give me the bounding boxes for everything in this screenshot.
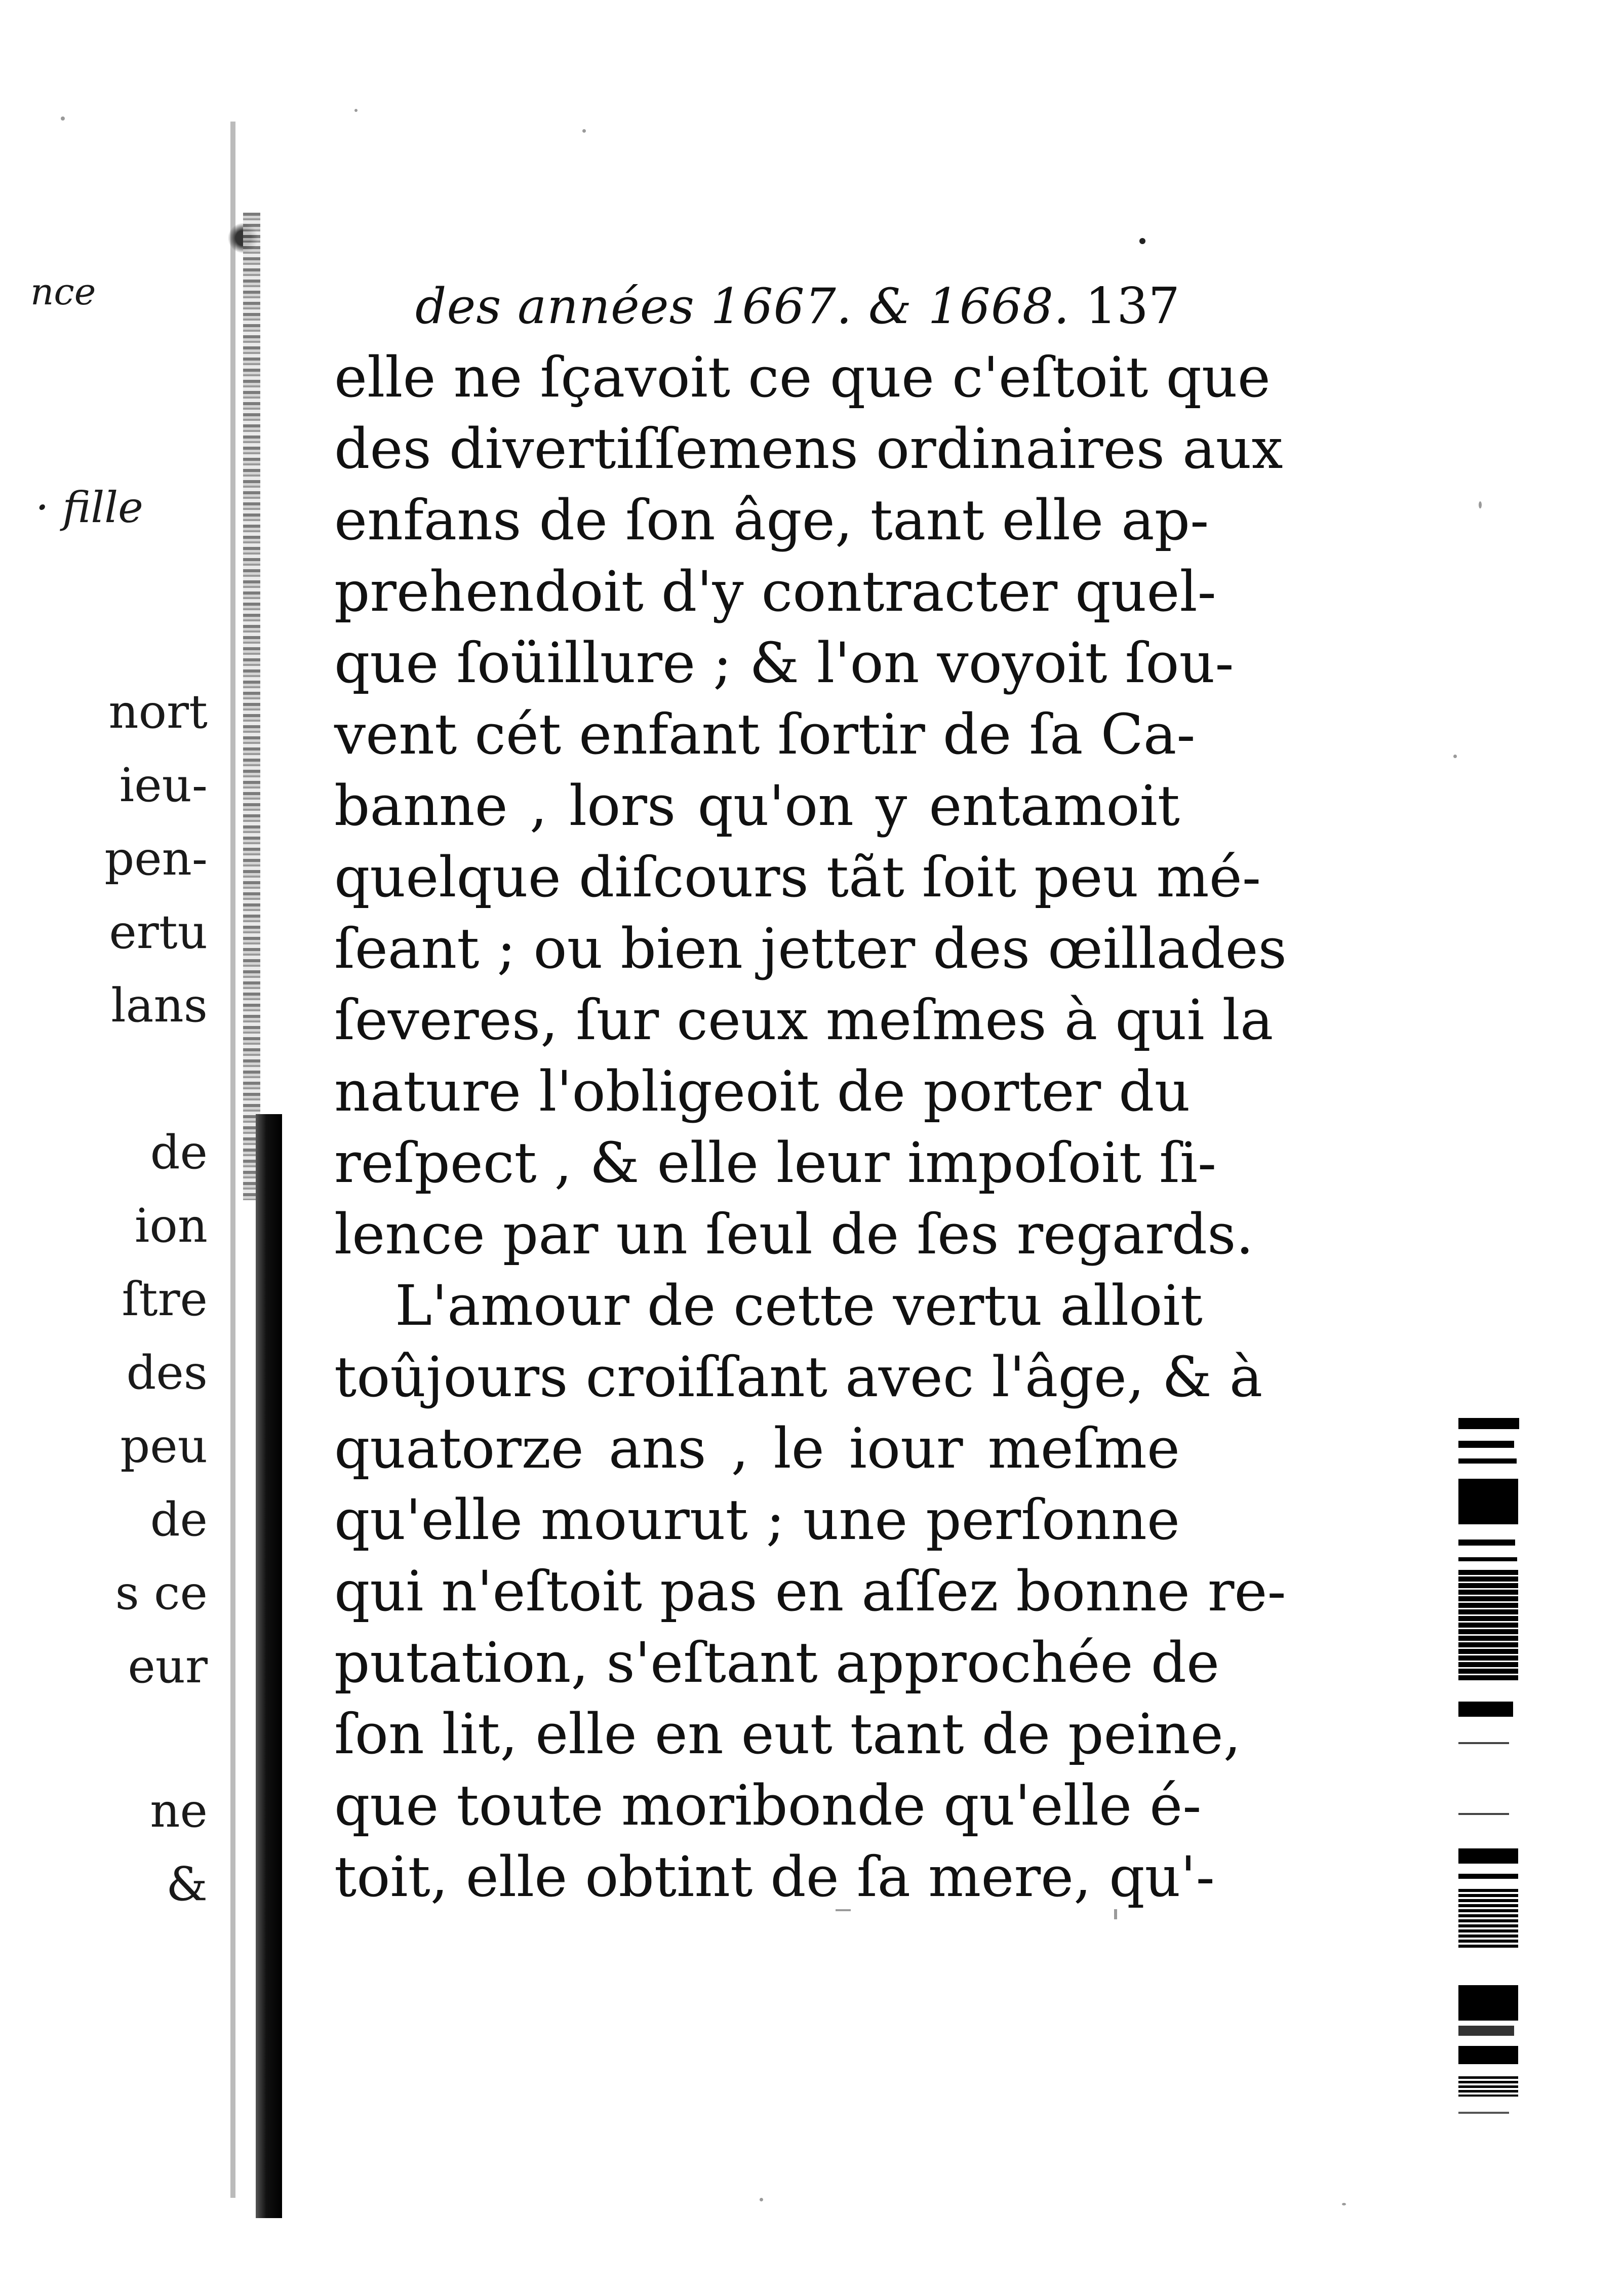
barcode-bar <box>1458 1742 1509 1744</box>
paper-speck <box>1479 501 1482 508</box>
text-line: enfans de ſon âge, tant elle ap- <box>334 488 1209 552</box>
binding-gutter-dark <box>256 1114 282 2218</box>
barcode-bar <box>1458 1479 1518 1524</box>
barcode-bar <box>1458 1540 1515 1546</box>
paper-speck <box>354 109 358 112</box>
facing-page-word: de <box>150 1125 208 1179</box>
text-line: ſeveres, ſur ceux meſmes à qui la <box>334 988 1274 1052</box>
paper-speck <box>582 129 586 133</box>
binding-gutter-edge <box>230 122 235 2198</box>
barcode-bar <box>1458 1848 1518 1864</box>
barcode-bar <box>1458 1441 1514 1448</box>
text-line: lence par un ſeul de ſes regards. <box>334 1202 1254 1267</box>
text-line: ſeant ; ou bien jetter des œillades <box>334 916 1287 981</box>
barcode-bar <box>1458 1557 1517 1561</box>
text-line: nature l'obligeoit de porter du <box>334 1059 1191 1124</box>
text-line: que ſoüillure ; & l'on voyoit ſou- <box>334 630 1234 695</box>
facing-page-word: ion <box>134 1199 208 1253</box>
barcode-bar <box>1458 1889 1518 1950</box>
text-line: ſon lit, elle en eut tant de peine, <box>334 1702 1241 1766</box>
text-line: vent cét enfant ſortir de ſa Ca- <box>334 702 1196 767</box>
text-line: toit, elle obtint de ſa mere, qu'- <box>334 1844 1215 1909</box>
paper-speck <box>760 2198 763 2201</box>
facing-page-word: de <box>150 1492 208 1547</box>
barcode-bar <box>1458 2076 1518 2097</box>
page-content <box>334 271 1287 1913</box>
paper-speck <box>1139 238 1145 244</box>
facing-page-word: pen- <box>104 832 208 886</box>
facing-page-word: ſtre <box>122 1272 208 1326</box>
barcode-bar <box>1458 1874 1518 1879</box>
barcode-bar <box>1458 1458 1517 1464</box>
barcode-bar <box>1458 1418 1519 1429</box>
running-title: des années 1667. & 1668. <box>415 278 1070 335</box>
text-line: prehendoit d'y contracter quel- <box>334 559 1216 624</box>
barcode-bar <box>1458 2112 1509 2114</box>
barcode-bar <box>1458 1702 1513 1717</box>
running-head <box>334 271 1180 342</box>
facing-page-word: ertu <box>109 905 208 959</box>
text-line: qu'elle mourut ; une perſonne <box>334 1487 1180 1552</box>
text-line: banne , lors qu'on y entamoit <box>334 773 1180 838</box>
text-line: quatorze ans , le iour meſme <box>334 1416 1180 1481</box>
body-text <box>334 342 1287 1913</box>
facing-page-word: s ce <box>115 1566 208 1620</box>
barcode-bar <box>1458 1570 1518 1681</box>
facing-page-word: peu <box>120 1419 208 1473</box>
page-number: 137 <box>1085 278 1180 335</box>
scan-barcode <box>1458 1418 1524 2167</box>
text-line: elle ne ſçavoit ce que c'eſtoit que <box>334 345 1271 410</box>
facing-page-word: · fille <box>35 483 143 532</box>
facing-page-word: ne <box>150 1784 208 1838</box>
barcode-bar <box>1458 1985 1518 2021</box>
barcode-bar <box>1458 2046 1518 2064</box>
text-line: reſpect , & elle leur impoſoit ſi- <box>334 1130 1217 1195</box>
text-line: qui n'eſtoit pas en aſſez bonne re- <box>334 1559 1286 1624</box>
paper-speck <box>1342 2203 1346 2205</box>
text-line: que toute moribonde qu'elle é- <box>334 1773 1202 1838</box>
facing-page-word: & <box>166 1857 208 1911</box>
facing-page-word: lans <box>111 978 208 1033</box>
facing-page-word: des <box>126 1346 208 1400</box>
facing-page-word: eur <box>128 1639 208 1693</box>
facing-page-word: nce <box>30 270 96 313</box>
paragraph-start-line: L'amour de cette vertu alloit <box>395 1273 1203 1338</box>
text-line: putation, s'eſtant approchée de <box>334 1630 1220 1695</box>
paper-speck <box>1453 755 1457 758</box>
facing-page-word: ieu- <box>119 758 208 812</box>
text-line: quelque diſcours tãt ſoit peu mé- <box>334 845 1261 910</box>
text-line: des divertiſſemens ordinaires aux <box>334 416 1283 481</box>
facing-page-fragment <box>0 0 223 2289</box>
barcode-bar <box>1458 2026 1514 2036</box>
barcode-bar <box>1458 1813 1509 1815</box>
text-line: toûjours croiſſant avec l'âge, & à <box>334 1345 1263 1409</box>
facing-page-word: nort <box>108 685 208 739</box>
binding-gutter-shadow <box>243 213 260 1200</box>
